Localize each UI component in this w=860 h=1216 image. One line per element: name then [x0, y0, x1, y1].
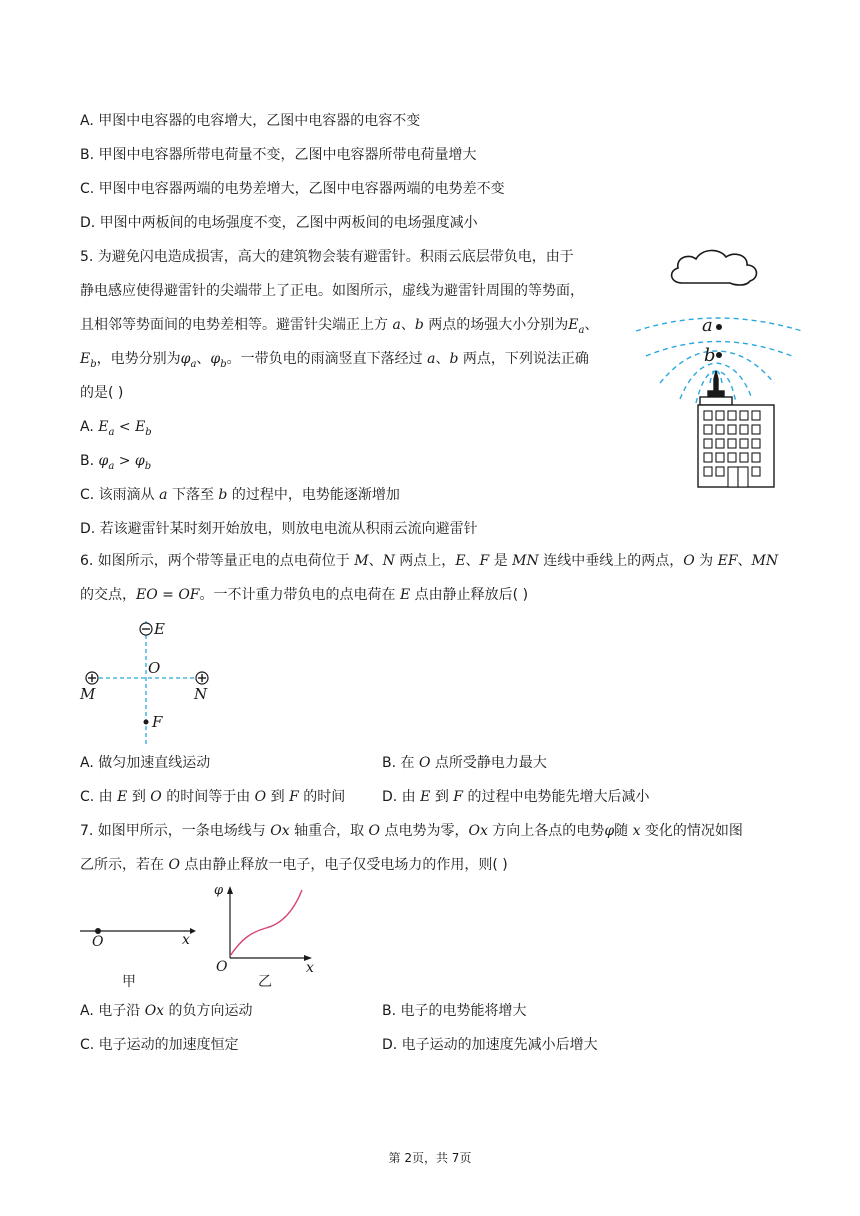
q5-option-d: D. 若该避雷针某时刻开始放电，则放电电流从积雨云流向避雷针 — [80, 521, 478, 537]
q5-text: 的过程中，电势能逐渐增加 — [227, 487, 400, 503]
q7-option-d: D. 电子运动的加速度先减小后增大 — [382, 1037, 598, 1053]
var-Ox: Ox — [468, 823, 488, 839]
q6-text: 、 — [368, 553, 383, 569]
q7-text: 点电势为零， — [380, 823, 469, 839]
building-icon — [698, 371, 774, 487]
q6-text: 。一不计重力带负电的点电荷在 — [199, 587, 400, 603]
q5-option-a — [80, 417, 152, 443]
caption-yi: 乙 — [258, 974, 272, 990]
var-E: E — [455, 553, 466, 569]
var-E: E — [399, 587, 411, 603]
cloud-icon — [672, 250, 757, 285]
var-phi-b-sub: b — [220, 358, 227, 370]
q7-option-c: C. 电子运动的加速度恒定 — [80, 1037, 239, 1053]
q5-text: C. 该雨滴从 — [80, 487, 160, 503]
negative-charge-E — [140, 623, 152, 635]
q6-text: 到 — [430, 789, 454, 805]
q5-text: 。一带负电的雨滴竖直下落经过 — [226, 351, 428, 367]
q5-stem-line3 — [80, 315, 598, 341]
var-E: E — [420, 789, 431, 805]
q7-text: 变化的情况如图 — [640, 823, 743, 839]
arrow-right-icon — [190, 928, 196, 934]
q6-text: 是 — [489, 553, 513, 569]
q5-option-c — [80, 485, 400, 505]
positive-charge-N — [196, 672, 208, 684]
q6-option-c — [80, 787, 345, 807]
q7-option-b: B. 电子的电势能将增大 — [382, 1003, 527, 1019]
var-O: O — [254, 789, 267, 805]
q6-text: 的时间等于由 — [161, 789, 255, 805]
q4-option-d: D. 甲图中两板间的电场强度不变，乙图中两板间的电场强度减小 — [80, 215, 478, 231]
q7-text: 点由静止释放一电子，电子仅受电场力的作用，则( ) — [179, 857, 508, 873]
q5-option-b — [80, 451, 151, 477]
var-M: M — [354, 553, 369, 569]
var-a: a — [392, 317, 401, 333]
math: > φ — [114, 453, 145, 469]
var-Ox: Ox — [270, 823, 290, 839]
q5-stem-line4 — [80, 349, 589, 375]
var-MN: MN — [751, 553, 779, 569]
var-O: O — [368, 823, 381, 839]
q5-stem-line5: 的是( ) — [80, 385, 124, 401]
label-O: O — [216, 959, 228, 975]
q7-text: A. 电子沿 — [80, 1003, 145, 1019]
var-a: a — [427, 351, 436, 367]
label-F: F — [152, 713, 163, 731]
page-footer: 第 2页，共 7页 — [388, 1151, 472, 1165]
q6-text: 为 — [694, 553, 718, 569]
label-x: x — [306, 960, 314, 976]
var-F: F — [289, 789, 299, 805]
q6-text: 两点上， — [394, 553, 456, 569]
q6-text: 的交点， — [80, 587, 136, 603]
var-b: b — [218, 487, 228, 503]
var-MN: MN — [512, 553, 539, 569]
math-sub: b — [144, 460, 152, 472]
var-F: F — [479, 553, 490, 569]
var-EF: EF — [717, 553, 738, 569]
q6-text: 点所受静电力最大 — [430, 755, 547, 771]
axis-lines — [92, 621, 202, 745]
math-sub: a — [108, 460, 115, 472]
figure-jia — [78, 915, 198, 995]
q6-text: 连线中垂线上的两点， — [538, 553, 684, 569]
label-O: O — [148, 659, 161, 677]
math: φ — [98, 453, 109, 469]
q6-text: 到 — [266, 789, 290, 805]
q7-text: 7. 如图甲所示，一条电场线与 — [80, 823, 271, 839]
q6-text: 的时间 — [298, 789, 346, 805]
caption-jia: 甲 — [122, 974, 136, 990]
math-sub: b — [145, 426, 152, 438]
q6-text: 6. 如图所示，两个带等量正电的点电荷位于 — [80, 553, 355, 569]
q7-stem-line2 — [80, 855, 508, 875]
q6-text: 的过程中电势能先增大后减小 — [463, 789, 650, 805]
equipotential-lines — [636, 318, 802, 403]
var-O: O — [418, 755, 431, 771]
q4-option-b: B. 甲图中电容器所带电荷量不变，乙图中电容器所带电荷量增大 — [80, 147, 477, 163]
q7-text: 随 — [614, 823, 633, 839]
var-phi-a-sub: a — [190, 358, 197, 370]
var-phi-a: φ — [180, 351, 191, 367]
var-E: E — [117, 789, 128, 805]
var-a: a — [159, 487, 168, 503]
label-M: M — [80, 685, 96, 703]
label-O: O — [92, 934, 104, 950]
charges-figure — [78, 615, 218, 747]
label-phi: φ — [214, 883, 224, 898]
label-x: x — [182, 932, 190, 948]
label-N: N — [194, 685, 208, 703]
q6-text: D. 由 — [382, 789, 421, 805]
q5-stem-line2: 静电感应使得避雷针的尖端带上了正电。如图所示，虚线为避雷针周围的等势面， — [80, 283, 584, 299]
q6-text: 点由静止释放后( ) — [410, 587, 529, 603]
var-Ea-sub: a — [578, 324, 585, 336]
q5-text: 两点的场强大小分别为 — [423, 317, 569, 333]
q5-text: 下落至 — [167, 487, 219, 503]
point-a — [716, 324, 722, 330]
q6-text: 到 — [127, 789, 151, 805]
option-label: B. — [80, 453, 99, 469]
q4-option-c: C. 甲图中电容器两端的电势差增大，乙图中电容器两端的电势差不变 — [80, 181, 505, 197]
var-O: O — [683, 553, 695, 569]
var-F: F — [453, 789, 463, 805]
q6-text: C. 由 — [80, 789, 118, 805]
var-b: b — [414, 317, 424, 333]
var-O: O — [150, 789, 162, 805]
var-x: x — [632, 823, 641, 839]
math: E — [98, 419, 109, 435]
q5-text: 且相邻等势面间的电势差相等。避雷针尖端正上方 — [80, 317, 393, 333]
math: < E — [114, 419, 146, 435]
var-O: O — [168, 857, 180, 873]
q5-text: 、 — [196, 351, 211, 367]
var-Eb-sub: b — [90, 358, 97, 370]
positive-charge-M — [86, 672, 98, 684]
math-sub: a — [108, 426, 115, 438]
var-N: N — [382, 553, 395, 569]
q6-text: B. 在 — [382, 755, 419, 771]
label-b: b — [704, 345, 716, 366]
var-Eb: E — [80, 351, 91, 367]
q7-text: 方向上各点的电势 — [487, 823, 605, 839]
q6-stem-line1 — [80, 551, 778, 571]
arrow-up-icon — [227, 886, 233, 894]
q6-option-d — [382, 787, 649, 807]
q5-text: ，电势分别为 — [96, 351, 181, 367]
math-eo-of: EO = OF — [136, 587, 200, 603]
q7-option-a — [80, 1001, 253, 1021]
q6-stem-line2 — [80, 585, 528, 605]
q7-text: 乙所示，若在 — [80, 857, 169, 873]
q5-text: 、 — [584, 317, 599, 333]
q7-stem-line1 — [80, 821, 743, 841]
var-phi: φ — [604, 823, 615, 839]
q5-stem-line1: 5. 为避免闪电造成损害，高大的建筑物会装有避雷针。积雨云底层带负电，由于 — [80, 249, 574, 265]
q4-option-a: A. 甲图中电容器的电容增大，乙图中电容器的电容不变 — [80, 113, 421, 129]
potential-curve — [230, 890, 302, 956]
point-b — [716, 352, 722, 358]
label-a: a — [702, 315, 713, 336]
q6-option-a: A. 做匀加速直线运动 — [80, 755, 211, 771]
var-Ea: E — [568, 317, 579, 333]
option-label: A. — [80, 419, 99, 435]
q5-text: 、 — [400, 317, 415, 333]
var-phi-b: φ — [210, 351, 221, 367]
lightning-rod-figure — [630, 243, 810, 495]
q5-text: 两点，下列说法正确 — [458, 351, 589, 367]
label-E: E — [154, 620, 165, 638]
point-F — [144, 720, 149, 725]
q6-option-b — [382, 753, 547, 773]
var-Ox: Ox — [144, 1003, 165, 1019]
q7-text: 轴重合，取 — [289, 823, 369, 839]
figure-yi — [210, 880, 330, 995]
q7-text: 的负方向运动 — [164, 1003, 253, 1019]
q6-text: 、 — [465, 553, 480, 569]
q5-text: 、 — [435, 351, 450, 367]
q6-text: 、 — [737, 553, 752, 569]
var-b: b — [449, 351, 459, 367]
